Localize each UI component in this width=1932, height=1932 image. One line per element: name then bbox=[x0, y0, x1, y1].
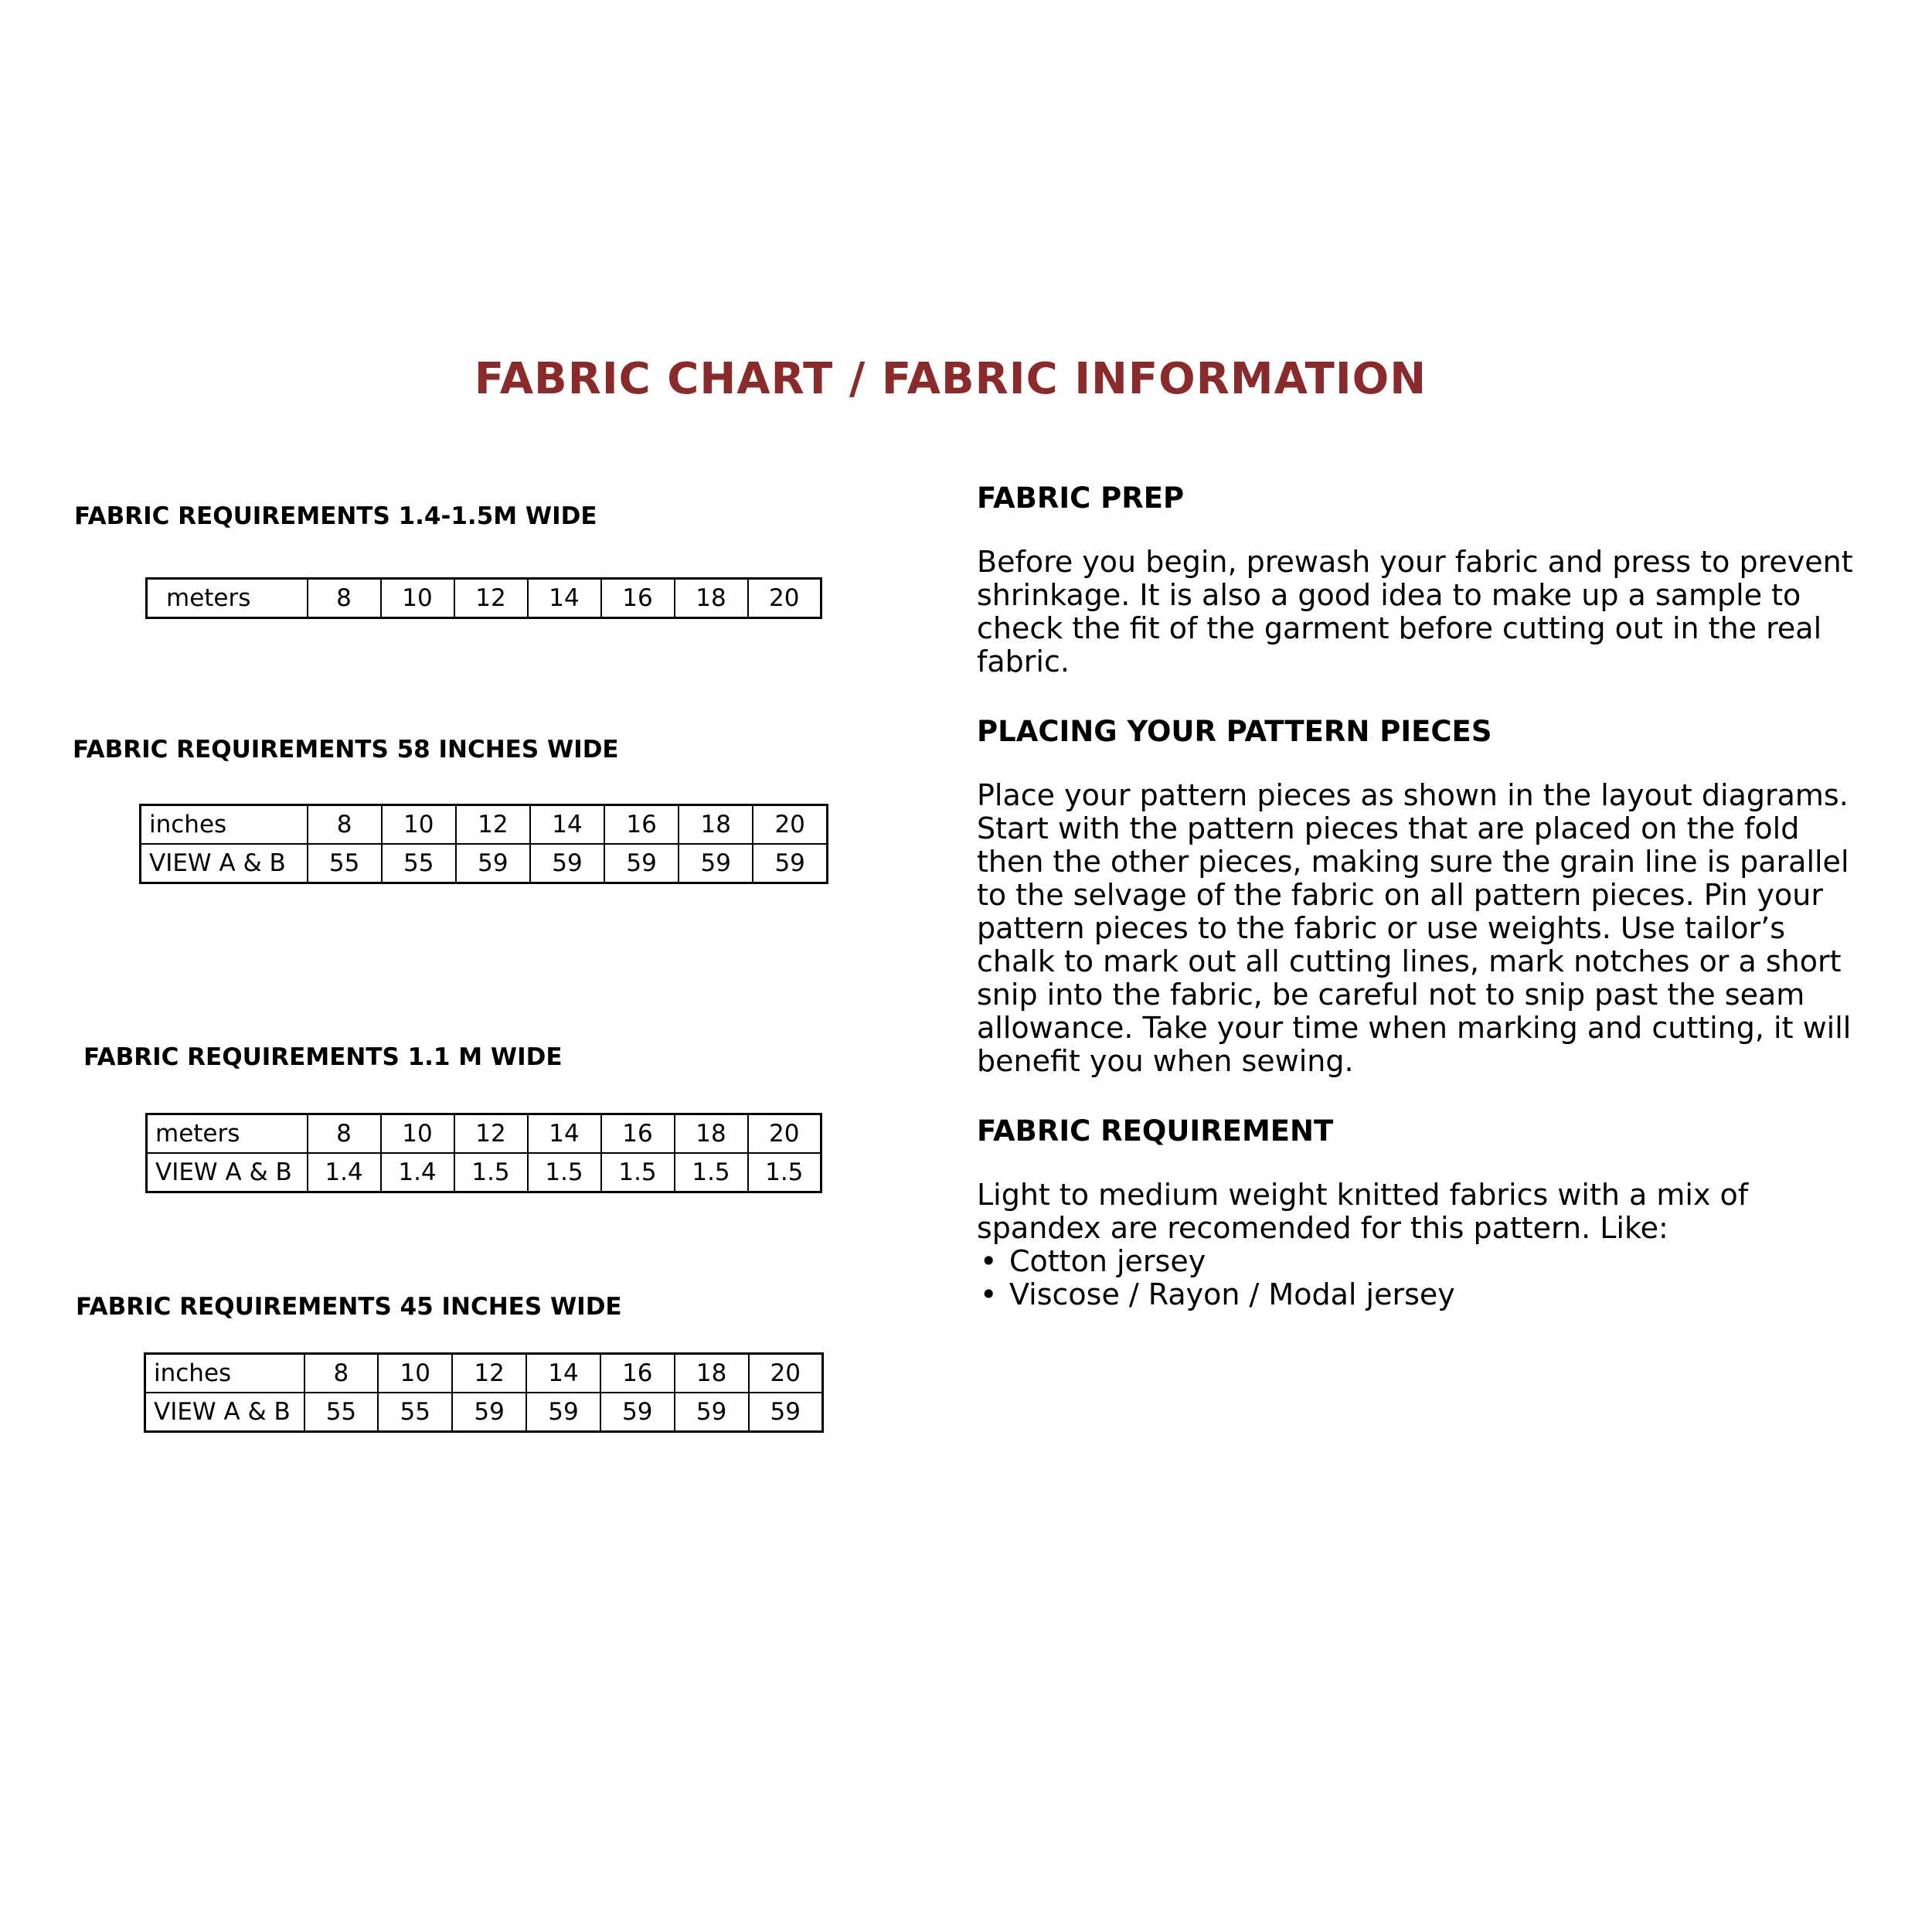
table-cell: 59 bbox=[456, 844, 530, 883]
table-cell: 59 bbox=[452, 1393, 526, 1432]
table-cell: 59 bbox=[526, 1393, 600, 1432]
table-cell: 18 bbox=[679, 805, 753, 845]
table-row bbox=[147, 1153, 821, 1192]
table-header-row bbox=[147, 1114, 821, 1154]
table-cell: 14 bbox=[528, 1114, 601, 1154]
table-cell: 16 bbox=[601, 579, 675, 618]
table-cell: 8 bbox=[308, 805, 382, 845]
bullet-icon: • bbox=[980, 1277, 998, 1311]
table-cell: meters bbox=[147, 1114, 308, 1154]
table-cell: 59 bbox=[753, 844, 827, 883]
table-cell: 18 bbox=[675, 1354, 749, 1393]
table-cell: 14 bbox=[530, 805, 604, 845]
fabric-table-1 bbox=[145, 577, 822, 619]
table-cell: 10 bbox=[381, 1114, 454, 1154]
table-cell: VIEW A & B bbox=[145, 1393, 304, 1432]
table-cell: VIEW A & B bbox=[147, 1153, 308, 1192]
table-cell: inches bbox=[145, 1354, 304, 1393]
table-cell: 55 bbox=[304, 1393, 379, 1432]
fabric-table-2 bbox=[139, 804, 828, 884]
info-column bbox=[977, 479, 1866, 1311]
table-cell: 14 bbox=[528, 579, 601, 618]
table-row bbox=[145, 1393, 823, 1432]
table-cell: 20 bbox=[748, 579, 821, 618]
fabric-prep-heading: FABRIC PREP bbox=[977, 481, 1185, 515]
table-cell: 12 bbox=[454, 1114, 528, 1154]
requirement-text: Light to medium weight knitted fabrics with a mix of spandex are recomended for this pattern. Like: bbox=[977, 1178, 1749, 1245]
table-cell: 20 bbox=[748, 1114, 821, 1154]
table-cell: 20 bbox=[753, 805, 827, 845]
list-item-label: Viscose / Rayon / Modal jersey bbox=[1009, 1277, 1455, 1311]
table-cell: 10 bbox=[381, 579, 454, 618]
placing-text: Place your pattern pieces as shown in the layout diagrams. Start with the pattern pieces that are placed on the fold then the other pieces, making sure the grain line is parallel to the selvage of the fabric on all pattern pieces. Pin your pattern pieces to the fabric or use weights. Use tailor’s chalk to mark out all cutting lines, mark notches or a short snip into the fabric, be careful not to snip past the seam allowance. Take your time when marking and cutting, it will benefit you when sewing. bbox=[977, 778, 1852, 1078]
table-cell: 59 bbox=[749, 1393, 823, 1432]
table-cell: 55 bbox=[378, 1393, 452, 1432]
fabric-table-4 bbox=[144, 1352, 824, 1433]
table-cell: inches bbox=[141, 805, 308, 845]
table-cell: 55 bbox=[308, 844, 382, 883]
list-item-label: Cotton jersey bbox=[1009, 1244, 1206, 1278]
table-cell: 16 bbox=[600, 1354, 675, 1393]
table-cell: 1.4 bbox=[308, 1153, 381, 1192]
table-cell: 59 bbox=[604, 844, 679, 883]
table-cell: 16 bbox=[601, 1114, 675, 1154]
table-label-3: FABRIC REQUIREMENTS 1.1 M WIDE bbox=[83, 1043, 563, 1071]
table-cell: 1.5 bbox=[748, 1153, 821, 1192]
bullet-icon: • bbox=[980, 1244, 998, 1278]
table-cell: 59 bbox=[679, 844, 753, 883]
table-cell: 1.4 bbox=[381, 1153, 454, 1192]
table-cell: 12 bbox=[456, 805, 530, 845]
requirement-heading: FABRIC REQUIREMENT bbox=[977, 1114, 1334, 1148]
table-cell: 59 bbox=[530, 844, 604, 883]
table-header-row bbox=[147, 579, 821, 618]
table-cell: 16 bbox=[604, 805, 679, 845]
page-title: FABRIC CHART / FABRIC INFORMATION bbox=[474, 354, 1427, 404]
fabric-prep-text: Before you begin, prewash your fabric and press to prevent shrinkage. It is also a good idea to make up a sample to check the fit of the garment before cutting out in the real fabric. bbox=[977, 545, 1853, 679]
table-header-row bbox=[145, 1354, 823, 1393]
table-cell: 12 bbox=[452, 1354, 526, 1393]
table-cell: 8 bbox=[308, 579, 381, 618]
table-cell: 8 bbox=[308, 1114, 381, 1154]
table-cell: 20 bbox=[749, 1354, 823, 1393]
table-cell: 8 bbox=[304, 1354, 379, 1393]
table-label-4: FABRIC REQUIREMENTS 45 INCHES WIDE bbox=[76, 1293, 622, 1321]
placing-heading: PLACING YOUR PATTERN PIECES bbox=[977, 715, 1492, 748]
table-cell: 55 bbox=[382, 844, 456, 883]
table-cell: VIEW A & B bbox=[141, 844, 308, 883]
table-cell: 12 bbox=[454, 579, 528, 618]
table-cell: 1.5 bbox=[675, 1153, 748, 1192]
list-item bbox=[977, 1245, 1866, 1278]
table-cell: 59 bbox=[600, 1393, 675, 1432]
table-cell: 59 bbox=[675, 1393, 749, 1432]
table-row bbox=[141, 844, 828, 883]
fabric-table-3 bbox=[145, 1113, 822, 1193]
table-cell: 18 bbox=[675, 1114, 748, 1154]
table-cell: meters bbox=[147, 579, 308, 618]
table-cell: 10 bbox=[378, 1354, 452, 1393]
table-cell: 1.5 bbox=[454, 1153, 528, 1192]
table-cell: 18 bbox=[675, 579, 748, 618]
table-cell: 1.5 bbox=[528, 1153, 601, 1192]
table-cell: 1.5 bbox=[601, 1153, 675, 1192]
table-cell: 10 bbox=[382, 805, 456, 845]
list-item bbox=[977, 1278, 1866, 1311]
table-label-2: FABRIC REQUIREMENTS 58 INCHES WIDE bbox=[73, 736, 619, 764]
fabric-list bbox=[977, 1245, 1866, 1311]
table-label-1: FABRIC REQUIREMENTS 1.4-1.5M WIDE bbox=[74, 502, 597, 530]
table-cell: 14 bbox=[526, 1354, 600, 1393]
table-header-row bbox=[141, 805, 828, 845]
